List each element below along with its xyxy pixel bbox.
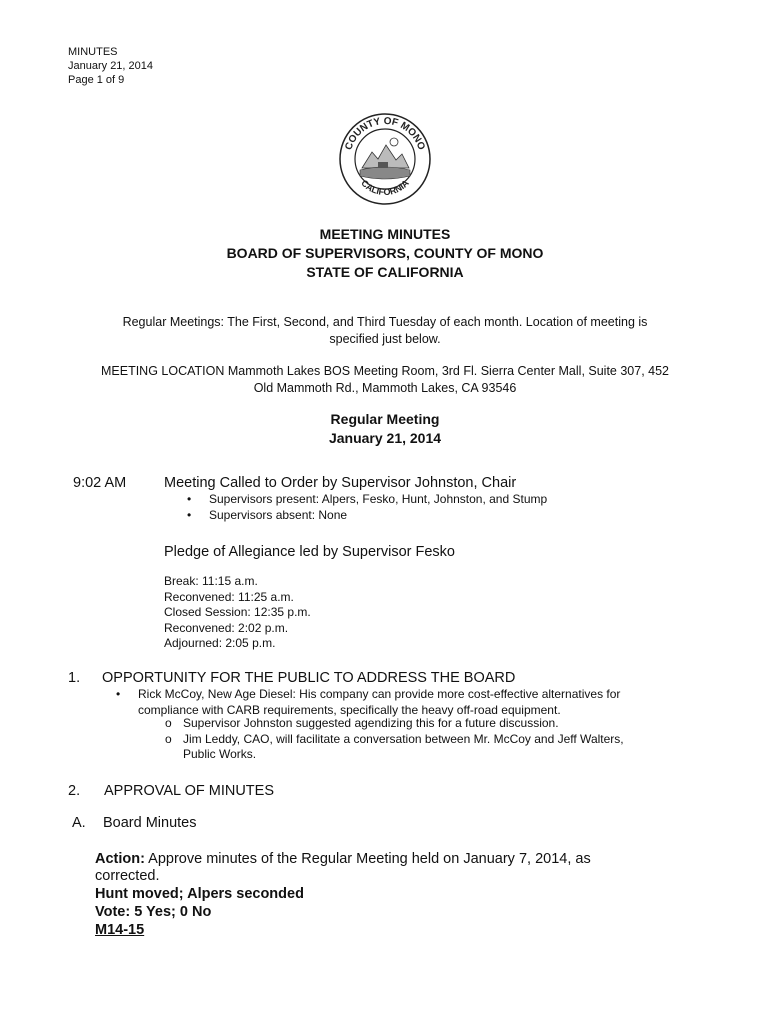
call-to-order-time: 9:02 AM bbox=[73, 475, 127, 491]
item-2-number: 2. bbox=[68, 783, 81, 799]
meeting-location-line-1: MEETING LOCATION Mammoth Lakes BOS Meeting Room, 3rd Fl. Sierra Center Mall, Suite 307, 452 bbox=[100, 364, 670, 378]
item-1-bullet-line-1: Rick McCoy, New Age Diesel: His company can provide more cost-effective alternatives for bbox=[138, 687, 621, 701]
list-item bbox=[138, 686, 620, 718]
meeting-type: Regular Meeting bbox=[330, 411, 440, 427]
motion-id: M14-15 bbox=[95, 922, 145, 938]
supervisors-list bbox=[209, 491, 547, 523]
svg-text:CALIFORNIA bbox=[359, 177, 411, 197]
action-text: Approve minutes of the Regular Meeting held on January 7, 2014, as bbox=[144, 851, 591, 867]
county-seal-icon bbox=[338, 112, 432, 206]
motion-vote: Vote: 5 Yes; 0 No bbox=[95, 904, 212, 920]
regular-meetings-line-1: Regular Meetings: The First, Second, and Third Tuesday of each month. Location of meeting is bbox=[122, 315, 648, 329]
item-1-title: OPPORTUNITY FOR THE PUBLIC TO ADDRESS THE BOARD bbox=[102, 670, 516, 686]
time-entry: Reconvened: 11:25 a.m. bbox=[164, 589, 294, 604]
item-1-subitems bbox=[183, 716, 624, 763]
item-1-sub2-line-1: Jim Leddy, CAO, will facilitate a conversation between Mr. McCoy and Jeff Walters, bbox=[183, 731, 624, 746]
header-page: Page 1 of 9 bbox=[68, 74, 125, 86]
title-line-3: STATE OF CALIFORNIA bbox=[306, 264, 464, 280]
meeting-location-line-2: Old Mammoth Rd., Mammoth Lakes, CA 93546 bbox=[253, 381, 517, 395]
time-entry: Reconvened: 2:02 p.m. bbox=[164, 620, 289, 635]
action-text-continued: corrected. bbox=[95, 868, 160, 884]
item-1-sub2-line-2: Public Works. bbox=[183, 747, 257, 761]
item-1-bullet-line-2: compliance with CARB requirements, specifically the heavy off-road equipment. bbox=[138, 703, 561, 717]
header-date: January 21, 2014 bbox=[68, 60, 154, 72]
list-item: • Supervisors present: Alpers, Fesko, Hunt, Johnston, and Stump bbox=[209, 491, 547, 507]
list-item: • Supervisors absent: None bbox=[209, 507, 547, 523]
meeting-date: January 21, 2014 bbox=[328, 430, 442, 446]
seal-top-text: COUNTY OF MONO bbox=[343, 115, 427, 152]
time-entry: Closed Session: 12:35 p.m. bbox=[164, 605, 311, 619]
title-line-1: MEETING MINUTES bbox=[319, 226, 451, 242]
pledge-text: Pledge of Allegiance led by Supervisor Fesko bbox=[164, 544, 455, 560]
regular-meetings-line-2: specified just below. bbox=[329, 332, 441, 346]
item-2-sub-label: A. bbox=[72, 815, 86, 831]
item-1-number: 1. bbox=[68, 670, 81, 686]
list-item: o Supervisor Johnston suggested agendizing this for a future discussion. bbox=[183, 716, 624, 732]
item-1-bullets bbox=[138, 686, 620, 718]
item-2-title: APPROVAL OF MINUTES bbox=[104, 783, 274, 799]
session-times bbox=[164, 574, 311, 652]
action-label: Action: bbox=[95, 851, 145, 867]
list-item bbox=[183, 732, 624, 763]
header-minutes: MINUTES bbox=[68, 46, 118, 58]
title-line-2: BOARD OF SUPERVISORS, COUNTY OF MONO bbox=[226, 245, 544, 261]
seal-bottom-text: CALIFORNIA bbox=[359, 177, 411, 198]
time-entry: Break: 11:15 a.m. bbox=[164, 574, 258, 588]
call-to-order-text: Meeting Called to Order by Supervisor Johnston, Chair bbox=[164, 475, 517, 491]
action-line bbox=[95, 850, 591, 868]
motion-moved: Hunt moved; Alpers seconded bbox=[95, 886, 304, 902]
item-2-sub-title: Board Minutes bbox=[103, 815, 197, 831]
time-entry: Adjourned: 2:05 p.m. bbox=[164, 636, 276, 650]
